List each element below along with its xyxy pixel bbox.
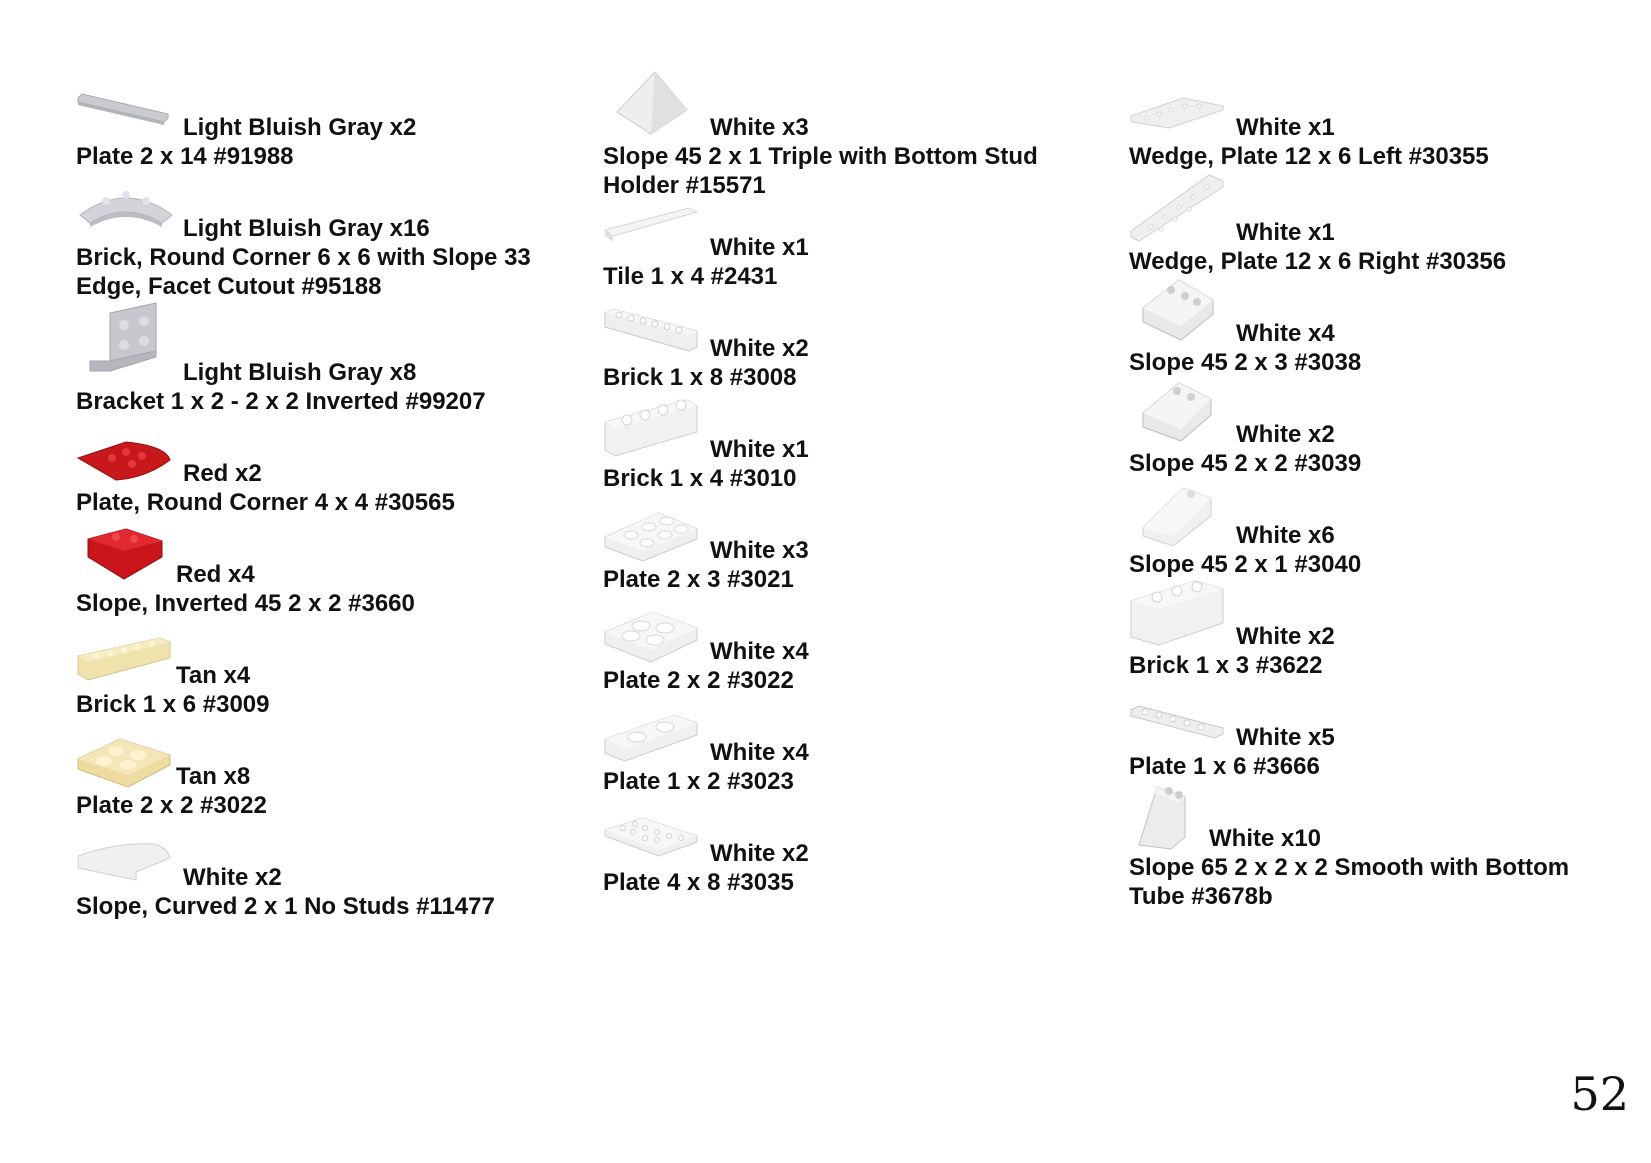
part-color-quantity: White x1 bbox=[1236, 219, 1335, 246]
part-color-quantity: White x4 bbox=[710, 739, 809, 766]
plate-2x2-icon bbox=[603, 594, 703, 664]
long-plate-icon bbox=[76, 70, 176, 140]
part-name: Bracket 1 x 2 - 2 x 2 Inverted #99207 bbox=[76, 388, 486, 415]
part-color-quantity: Light Bluish Gray x2 bbox=[183, 114, 417, 141]
page-number: 52 bbox=[1570, 1067, 1629, 1121]
part-name: Brick 1 x 6 #3009 bbox=[76, 691, 270, 718]
wedge-plate-left-icon bbox=[1129, 70, 1229, 140]
part-name: Plate 1 x 2 #3023 bbox=[603, 768, 794, 795]
curved-slope-icon bbox=[76, 820, 176, 890]
plate-1x2-icon bbox=[603, 695, 703, 765]
part-item bbox=[603, 291, 1103, 392]
part-color-quantity: White x4 bbox=[1236, 320, 1335, 347]
part-name: Brick 1 x 3 #3622 bbox=[1129, 652, 1323, 679]
part-color-quantity: White x1 bbox=[1236, 114, 1335, 141]
part-name: Brick, Round Corner 6 x 6 with Slope 33 Edge, Facet Cutout #95188 bbox=[76, 244, 531, 300]
slope-2x3-icon bbox=[1129, 276, 1229, 346]
parts-column-1 bbox=[76, 70, 576, 921]
part-color-quantity: White x1 bbox=[710, 436, 809, 463]
part-name: Plate, Round Corner 4 x 4 #30565 bbox=[76, 489, 455, 516]
part-color-quantity: White x2 bbox=[710, 840, 809, 867]
part-item bbox=[76, 70, 576, 171]
plate-2x2-icon bbox=[76, 719, 176, 789]
round-corner-brick-icon bbox=[76, 171, 176, 241]
part-name: Tile 1 x 4 #2431 bbox=[603, 263, 778, 290]
part-item bbox=[1129, 781, 1629, 911]
part-name: Wedge, Plate 12 x 6 Left #30355 bbox=[1129, 143, 1489, 170]
part-item bbox=[76, 719, 576, 820]
part-color-quantity: Red x2 bbox=[183, 460, 262, 487]
part-item bbox=[76, 301, 576, 416]
part-name: Plate 2 x 14 #91988 bbox=[76, 143, 294, 170]
part-item bbox=[603, 796, 1103, 897]
brick-1x6-icon bbox=[76, 618, 176, 688]
part-name: Slope 45 2 x 1 Triple with Bottom Stud Holder #15571 bbox=[603, 143, 1038, 199]
tile-1x4-icon bbox=[603, 200, 703, 260]
part-color-quantity: White x3 bbox=[710, 537, 809, 564]
part-name: Brick 1 x 8 #3008 bbox=[603, 364, 797, 391]
part-name: Slope 65 2 x 2 x 2 Smooth with Bottom Tube #3678b bbox=[1129, 854, 1570, 910]
part-color-quantity: Red x4 bbox=[176, 561, 255, 588]
part-color-quantity: Tan x4 bbox=[176, 662, 251, 689]
part-color-quantity: White x2 bbox=[1236, 421, 1335, 448]
part-name: Plate 4 x 8 #3035 bbox=[603, 869, 794, 896]
part-item bbox=[603, 392, 1103, 493]
part-name: Slope 45 2 x 2 #3039 bbox=[1129, 450, 1362, 477]
part-item bbox=[76, 416, 576, 517]
part-color-quantity: White x2 bbox=[183, 864, 282, 891]
part-color-quantity: White x3 bbox=[710, 114, 809, 141]
part-item bbox=[1129, 478, 1629, 579]
part-color-quantity: White x4 bbox=[710, 638, 809, 665]
part-item bbox=[603, 200, 1103, 291]
brick-1x4-icon bbox=[603, 392, 703, 462]
brick-1x8-icon bbox=[603, 291, 703, 361]
part-item bbox=[1129, 70, 1629, 171]
part-name: Brick 1 x 4 #3010 bbox=[603, 465, 797, 492]
part-item bbox=[76, 820, 576, 921]
plate-4x8-icon bbox=[603, 796, 703, 866]
part-name: Slope, Inverted 45 2 x 2 #3660 bbox=[76, 590, 415, 617]
part-color-quantity: White x2 bbox=[710, 335, 809, 362]
part-item bbox=[1129, 377, 1629, 478]
bracket-icon bbox=[76, 301, 176, 385]
part-color-quantity: White x10 bbox=[1209, 825, 1322, 852]
part-name: Slope, Curved 2 x 1 No Studs #11477 bbox=[76, 893, 495, 920]
part-color-quantity: Tan x8 bbox=[176, 763, 251, 790]
slope-2x2-icon bbox=[1129, 377, 1229, 447]
parts-column-2 bbox=[603, 70, 1103, 897]
part-item bbox=[1129, 171, 1629, 276]
part-item bbox=[76, 171, 576, 301]
part-item bbox=[76, 517, 576, 618]
part-item bbox=[1129, 680, 1629, 781]
part-item bbox=[1129, 579, 1629, 680]
part-name: Slope 45 2 x 3 #3038 bbox=[1129, 349, 1362, 376]
triple-slope-icon bbox=[603, 70, 703, 140]
part-name: Plate 1 x 6 #3666 bbox=[1129, 753, 1320, 780]
part-name: Plate 2 x 3 #3021 bbox=[603, 566, 794, 593]
part-name: Plate 2 x 2 #3022 bbox=[76, 792, 267, 819]
part-item bbox=[1129, 276, 1629, 377]
slope-2x1-icon bbox=[1129, 478, 1229, 548]
part-item bbox=[603, 695, 1103, 796]
round-corner-plate-icon bbox=[76, 416, 176, 486]
part-color-quantity: Light Bluish Gray x16 bbox=[183, 215, 430, 242]
part-name: Slope 45 2 x 1 #3040 bbox=[1129, 551, 1362, 578]
plate-1x6-icon bbox=[1129, 680, 1229, 750]
part-color-quantity: White x2 bbox=[1236, 623, 1335, 650]
part-name: Plate 2 x 2 #3022 bbox=[603, 667, 794, 694]
part-color-quantity: Light Bluish Gray x8 bbox=[183, 359, 417, 386]
part-color-quantity: White x6 bbox=[1236, 522, 1335, 549]
inverted-slope-icon bbox=[76, 517, 176, 587]
part-item bbox=[603, 70, 1103, 200]
brick-1x3-icon bbox=[1129, 579, 1229, 649]
part-item bbox=[76, 618, 576, 719]
plate-2x3-icon bbox=[603, 493, 703, 563]
parts-column-3 bbox=[1129, 70, 1629, 911]
part-color-quantity: White x1 bbox=[710, 234, 809, 261]
wedge-plate-right-icon bbox=[1129, 171, 1229, 245]
part-name: Wedge, Plate 12 x 6 Right #30356 bbox=[1129, 248, 1507, 275]
part-item bbox=[603, 594, 1103, 695]
part-item bbox=[603, 493, 1103, 594]
part-color-quantity: White x5 bbox=[1236, 724, 1335, 751]
